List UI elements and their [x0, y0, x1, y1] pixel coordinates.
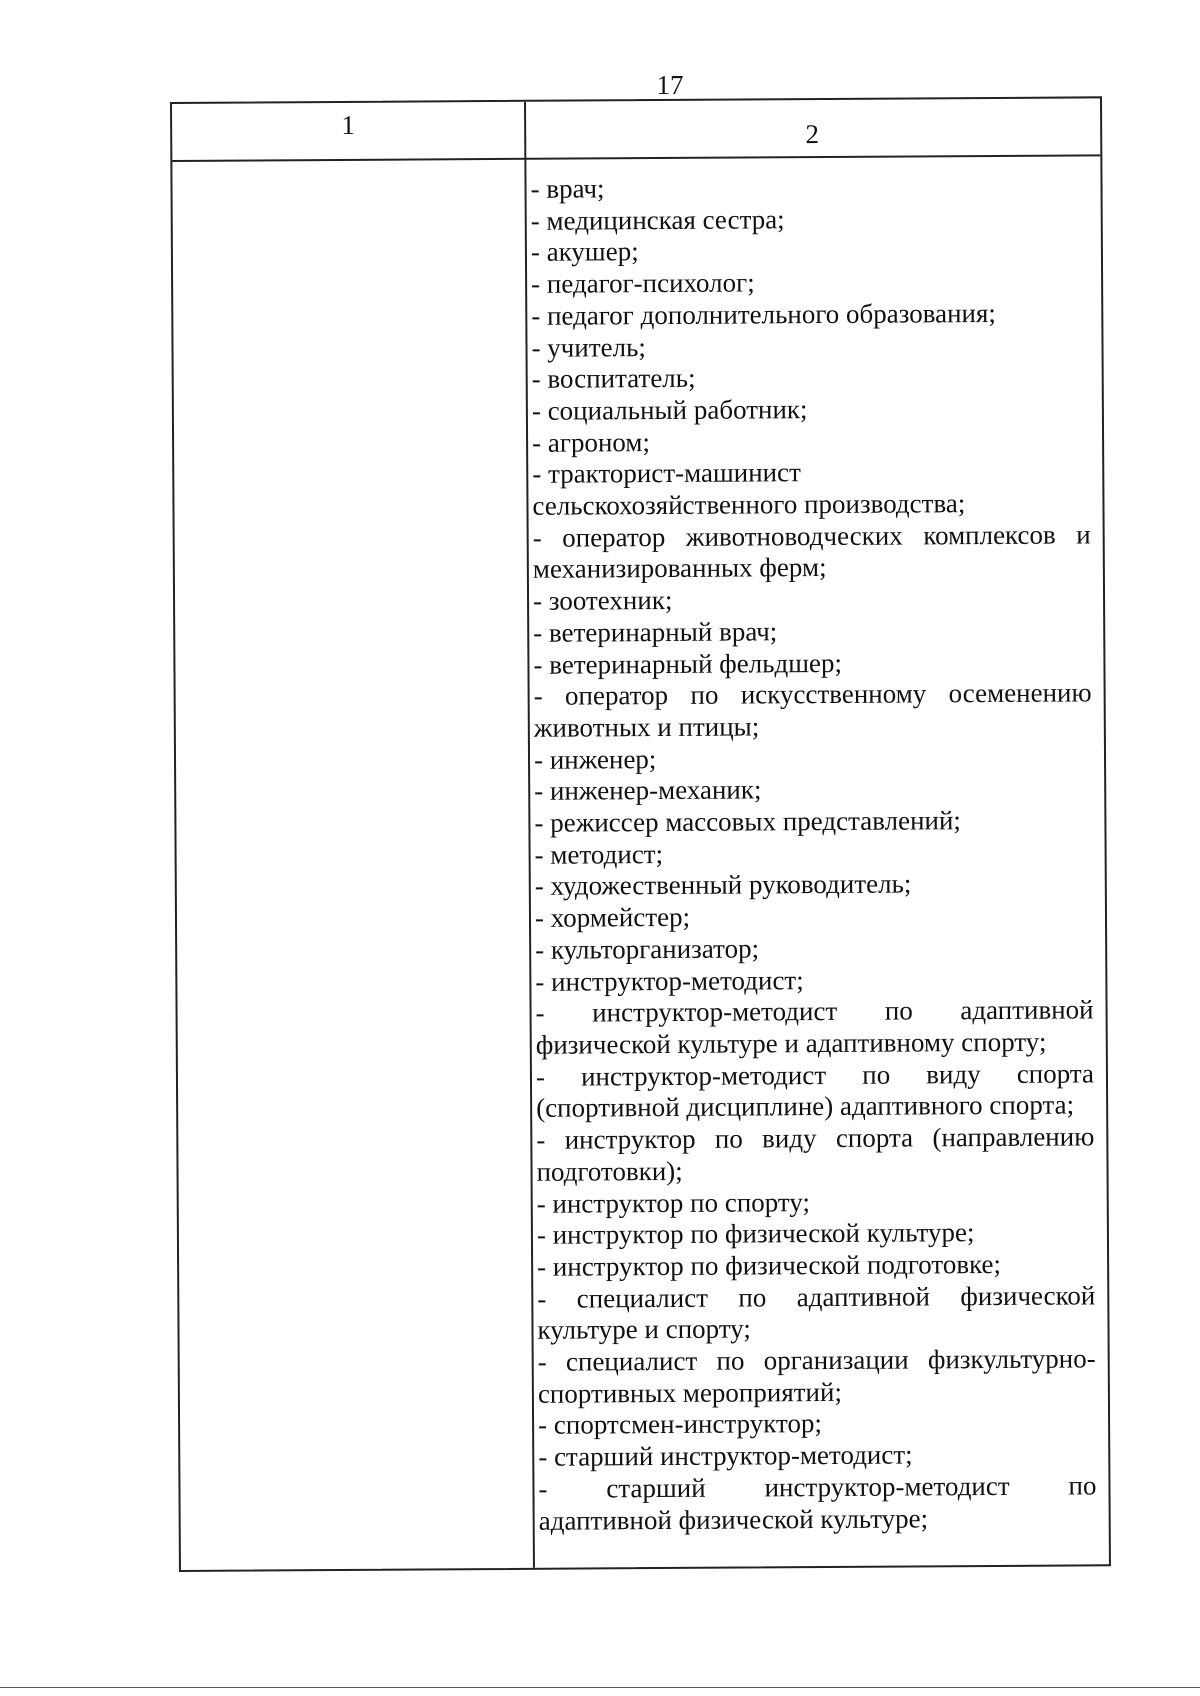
profession-line: сельскохозяйственного производства; — [532, 488, 966, 521]
profession-line: - старший инструктор-методист; — [538, 1439, 913, 1472]
profession-line: - культорганизатор; — [535, 933, 760, 965]
profession-line: - методист; — [534, 838, 664, 870]
profession-line: спортивных мероприятий; — [537, 1376, 842, 1409]
header-cell-1: 1 — [341, 109, 355, 140]
profession-line: - агроном; — [531, 426, 651, 458]
profession-line: - режиссер массовых представлений; — [534, 805, 961, 838]
profession-line: животных и птицы; — [533, 711, 760, 743]
profession-line: - специалист по организации физкультурно- — [537, 1343, 1096, 1377]
header-cell-2: 2 — [805, 119, 820, 150]
profession-line: - старший инструктор-методист по — [538, 1470, 1097, 1504]
profession-line: - педагог-психолог; — [531, 267, 755, 299]
profession-line: - акушер; — [530, 236, 639, 268]
profession-line: - зоотехник; — [532, 585, 673, 616]
profession-line: - инженер-механик; — [534, 774, 762, 807]
profession-line: - врач; — [530, 173, 605, 204]
profession-line: - медицинская сестра; — [530, 203, 785, 236]
profession-line: - оператор по искусственному осеменению — [533, 677, 1092, 712]
page-number: 17 — [656, 70, 684, 100]
profession-line: подготовки); — [536, 1155, 683, 1187]
profession-line: - инженер; — [533, 743, 657, 775]
profession-line: - инструктор по спорту; — [536, 1186, 811, 1219]
profession-line: физической культуре и адаптивному спорту; — [535, 1026, 1047, 1060]
profession-line: - инструктор-методист по виду спорта — [535, 1058, 1095, 1092]
profession-line: - ветеринарный врач; — [533, 616, 778, 648]
profession-line: - ветеринарный фельдшер; — [533, 647, 843, 680]
profession-line: - инструктор по физической культуре; — [536, 1217, 975, 1250]
profession-line: - оператор животноводческих комплексов и — [532, 519, 1091, 553]
profession-line: - инструктор-методист; — [535, 964, 804, 997]
profession-line: - инструктор-методист по адаптивной — [535, 994, 1094, 1029]
profession-line: (спортивной дисциплине) адаптивного спорта; — [536, 1089, 1075, 1124]
profession-line: - учитель; — [531, 331, 646, 363]
profession-line: адаптивной физической культуре; — [538, 1502, 929, 1536]
profession-line: - спортсмен-инструктор; — [537, 1408, 822, 1441]
profession-line: - специалист по адаптивной физической — [537, 1279, 1096, 1314]
table-header-row — [172, 98, 1100, 162]
profession-line: - социальный работник; — [531, 394, 808, 426]
profession-line: механизированных ферм; — [532, 552, 827, 585]
profession-line: - художественный руководитель; — [534, 868, 912, 902]
profession-line: культуре и спорту; — [537, 1313, 751, 1346]
profession-line: - тракторист-машинист — [532, 457, 801, 490]
profession-line: - педагог дополнительного образования; — [531, 297, 996, 331]
scan-edge-line — [0, 1687, 1200, 1688]
profession-line: - инструктор по физической подготовке; — [537, 1248, 1002, 1282]
profession-list-cell — [524, 154, 1109, 1567]
profession-line: - хормейстер; — [534, 902, 691, 933]
profession-line: - инструктор по виду спорта (направлению — [536, 1121, 1095, 1155]
profession-line: - воспитатель; — [531, 363, 696, 395]
professions-table — [170, 96, 1111, 1572]
